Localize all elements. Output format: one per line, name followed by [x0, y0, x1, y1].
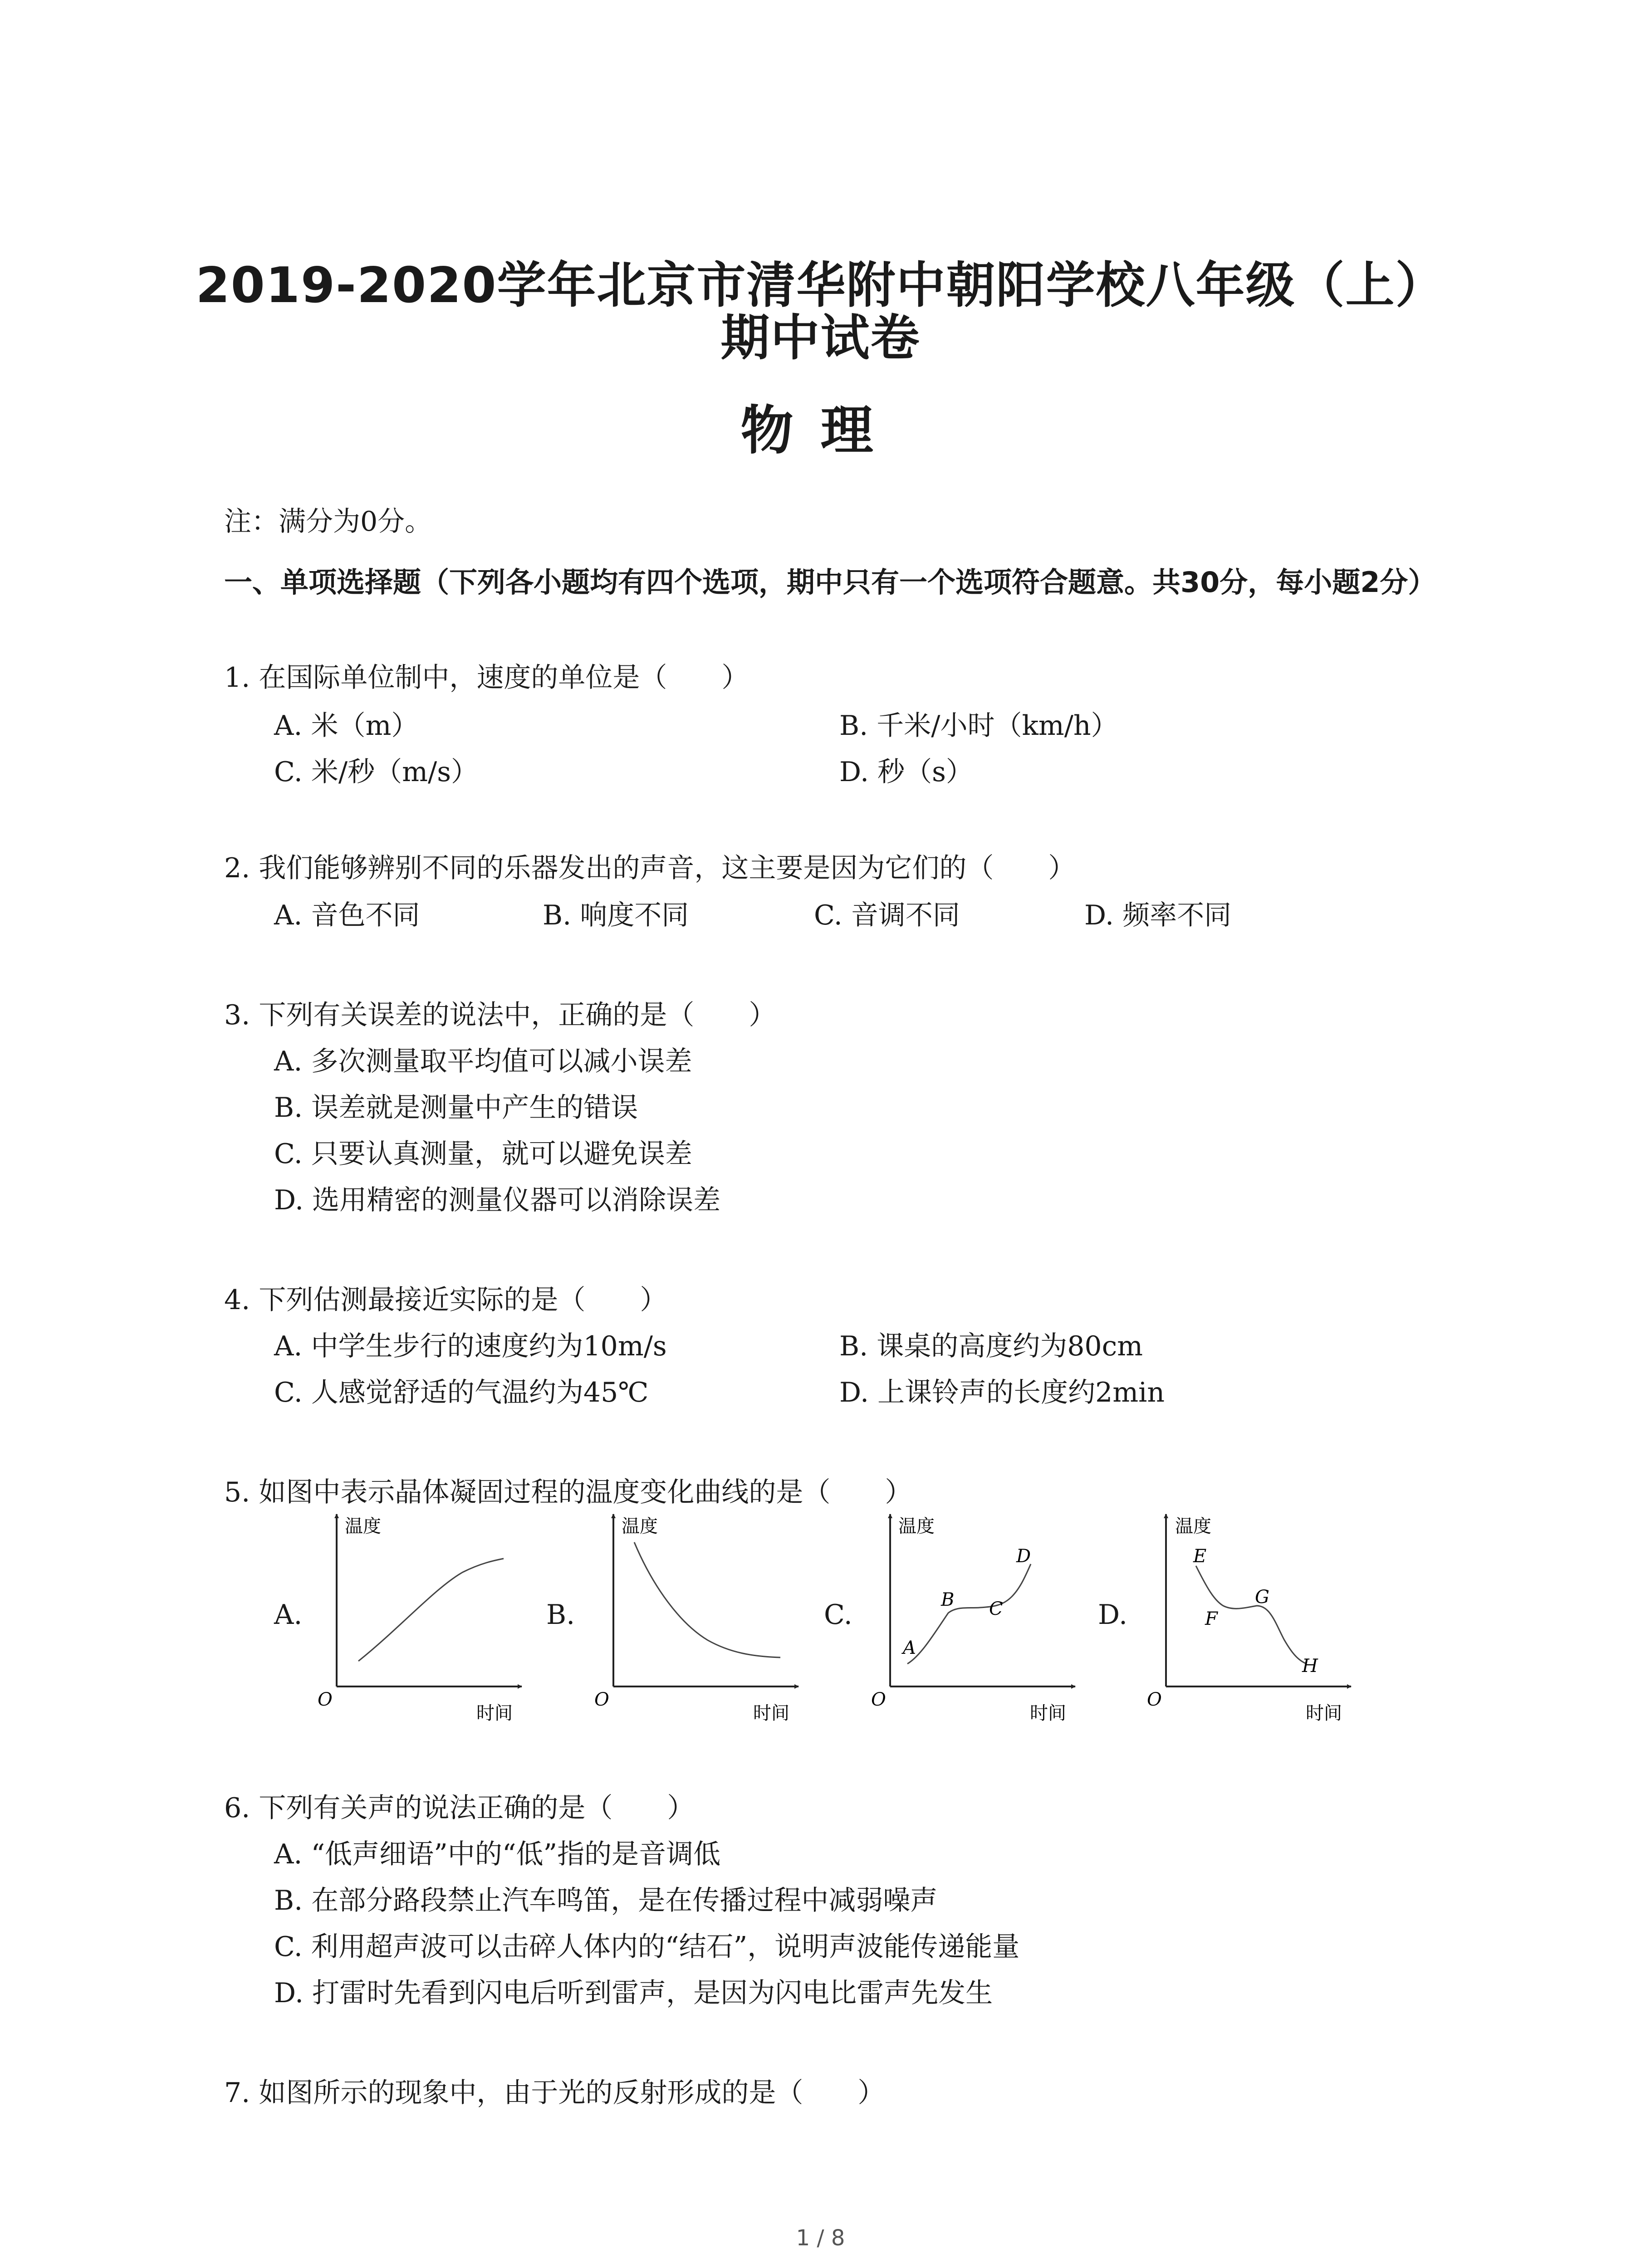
q7-stem: 7. 如图所示的现象中，由于光的反射形成的是（ ） — [224, 2077, 885, 2109]
graph-d-origin: O — [1147, 1689, 1162, 1710]
q3-option-b: B. 误差就是测量中产生的错误 — [274, 1092, 638, 1124]
subject-title: 物理 — [740, 400, 901, 461]
graph-d-point-h: H — [1302, 1656, 1318, 1677]
section-heading: 一、单项选择题（下列各小题均有四个选项，期中只有一个选项符合题意。共30分，每小题2分） — [224, 566, 1436, 599]
graph-b-origin: O — [594, 1689, 609, 1710]
graph-c-point-c: C — [989, 1598, 1003, 1619]
graph-b-x-label: 时间 — [753, 1703, 789, 1724]
graph-a-y-label: 温度 — [345, 1516, 381, 1537]
q5-option-a-label: A. — [274, 1599, 303, 1631]
q6-option-c: C. 利用超声波可以击碎人体内的“结石”，说明声波能传递能量 — [274, 1931, 1020, 1963]
graph-d-x-label: 时间 — [1306, 1703, 1342, 1724]
graph-d-point-e: E — [1193, 1546, 1207, 1567]
q2-option-c: C. 音调不同 — [814, 899, 960, 931]
q5-stem: 5. 如图中表示晶体凝固过程的温度变化曲线的是（ ） — [224, 1476, 912, 1508]
q6-option-d: D. 打雷时先看到闪电后听到雷声，是因为闪电比雷声先发生 — [274, 1977, 993, 2009]
q1-option-d: D. 秒（s） — [839, 756, 973, 788]
q3-option-a: A. 多次测量取平均值可以减小误差 — [274, 1046, 692, 1077]
q1-option-a: A. 米（m） — [274, 710, 419, 742]
q4-option-b: B. 课桌的高度约为80cm — [839, 1330, 1143, 1362]
q4-option-d: D. 上课铃声的长度约2min — [839, 1377, 1165, 1408]
q6-stem: 6. 下列有关声的说法正确的是（ ） — [224, 1792, 695, 1824]
graph-a-origin: O — [318, 1689, 333, 1710]
page-number: 1 / 8 — [796, 2225, 845, 2251]
q3-stem: 3. 下列有关误差的说法中，正确的是（ ） — [224, 999, 776, 1031]
graph-a — [318, 1514, 522, 1724]
q5-option-c-label: C. — [824, 1599, 852, 1631]
graph-c — [871, 1514, 1075, 1724]
title-line-1: 2019-2020学年北京市清华附中朝阳学校八年级（上） — [196, 257, 1445, 314]
graph-b — [594, 1514, 798, 1724]
q5-option-b-label: B. — [546, 1599, 575, 1631]
q3-option-d: D. 选用精密的测量仪器可以消除误差 — [274, 1184, 721, 1216]
score-note: 注：满分为0分。 — [224, 506, 432, 538]
q3-option-c: C. 只要认真测量，就可以避免误差 — [274, 1138, 692, 1170]
graph-c-point-d: D — [1016, 1546, 1031, 1567]
graph-c-x-label: 时间 — [1030, 1703, 1066, 1724]
q2-option-a: A. 音色不同 — [274, 899, 420, 931]
q4-option-c: C. 人感觉舒适的气温约为45℃ — [274, 1377, 649, 1408]
q4-option-a: A. 中学生步行的速度约为10m/s — [274, 1330, 667, 1362]
q6-option-b: B. 在部分路段禁止汽车鸣笛，是在传播过程中减弱噪声 — [274, 1885, 938, 1916]
graph-c-point-b: B — [941, 1589, 955, 1610]
title-line-2: 期中试卷 — [720, 310, 921, 367]
q5-option-d-label: D. — [1098, 1599, 1128, 1631]
q2-option-b: B. 响度不同 — [543, 899, 689, 931]
q1-stem: 1. 在国际单位制中，速度的单位是（ ） — [224, 662, 749, 694]
q4-stem: 4. 下列估测最接近实际的是（ ） — [224, 1284, 667, 1316]
graph-a-x-label: 时间 — [476, 1703, 513, 1724]
q2-option-d: D. 频率不同 — [1084, 899, 1232, 931]
graph-d-y-label: 温度 — [1175, 1516, 1211, 1537]
graph-d — [1147, 1514, 1351, 1724]
q2-stem: 2. 我们能够辨别不同的乐器发出的声音，这主要是因为它们的（ ） — [224, 852, 1076, 884]
q1-option-b: B. 千米/小时（km/h） — [839, 710, 1118, 742]
q6-option-a: A. “低声细语”中的“低”指的是音调低 — [274, 1838, 721, 1870]
graph-c-origin: O — [871, 1689, 886, 1710]
graph-b-y-label: 温度 — [622, 1516, 658, 1537]
graph-c-y-label: 温度 — [898, 1516, 935, 1537]
graph-d-point-f: F — [1205, 1608, 1218, 1629]
graph-d-point-g: G — [1255, 1587, 1269, 1608]
graph-c-point-a: A — [903, 1637, 916, 1658]
q1-option-c: C. 米/秒（m/s） — [274, 756, 479, 788]
